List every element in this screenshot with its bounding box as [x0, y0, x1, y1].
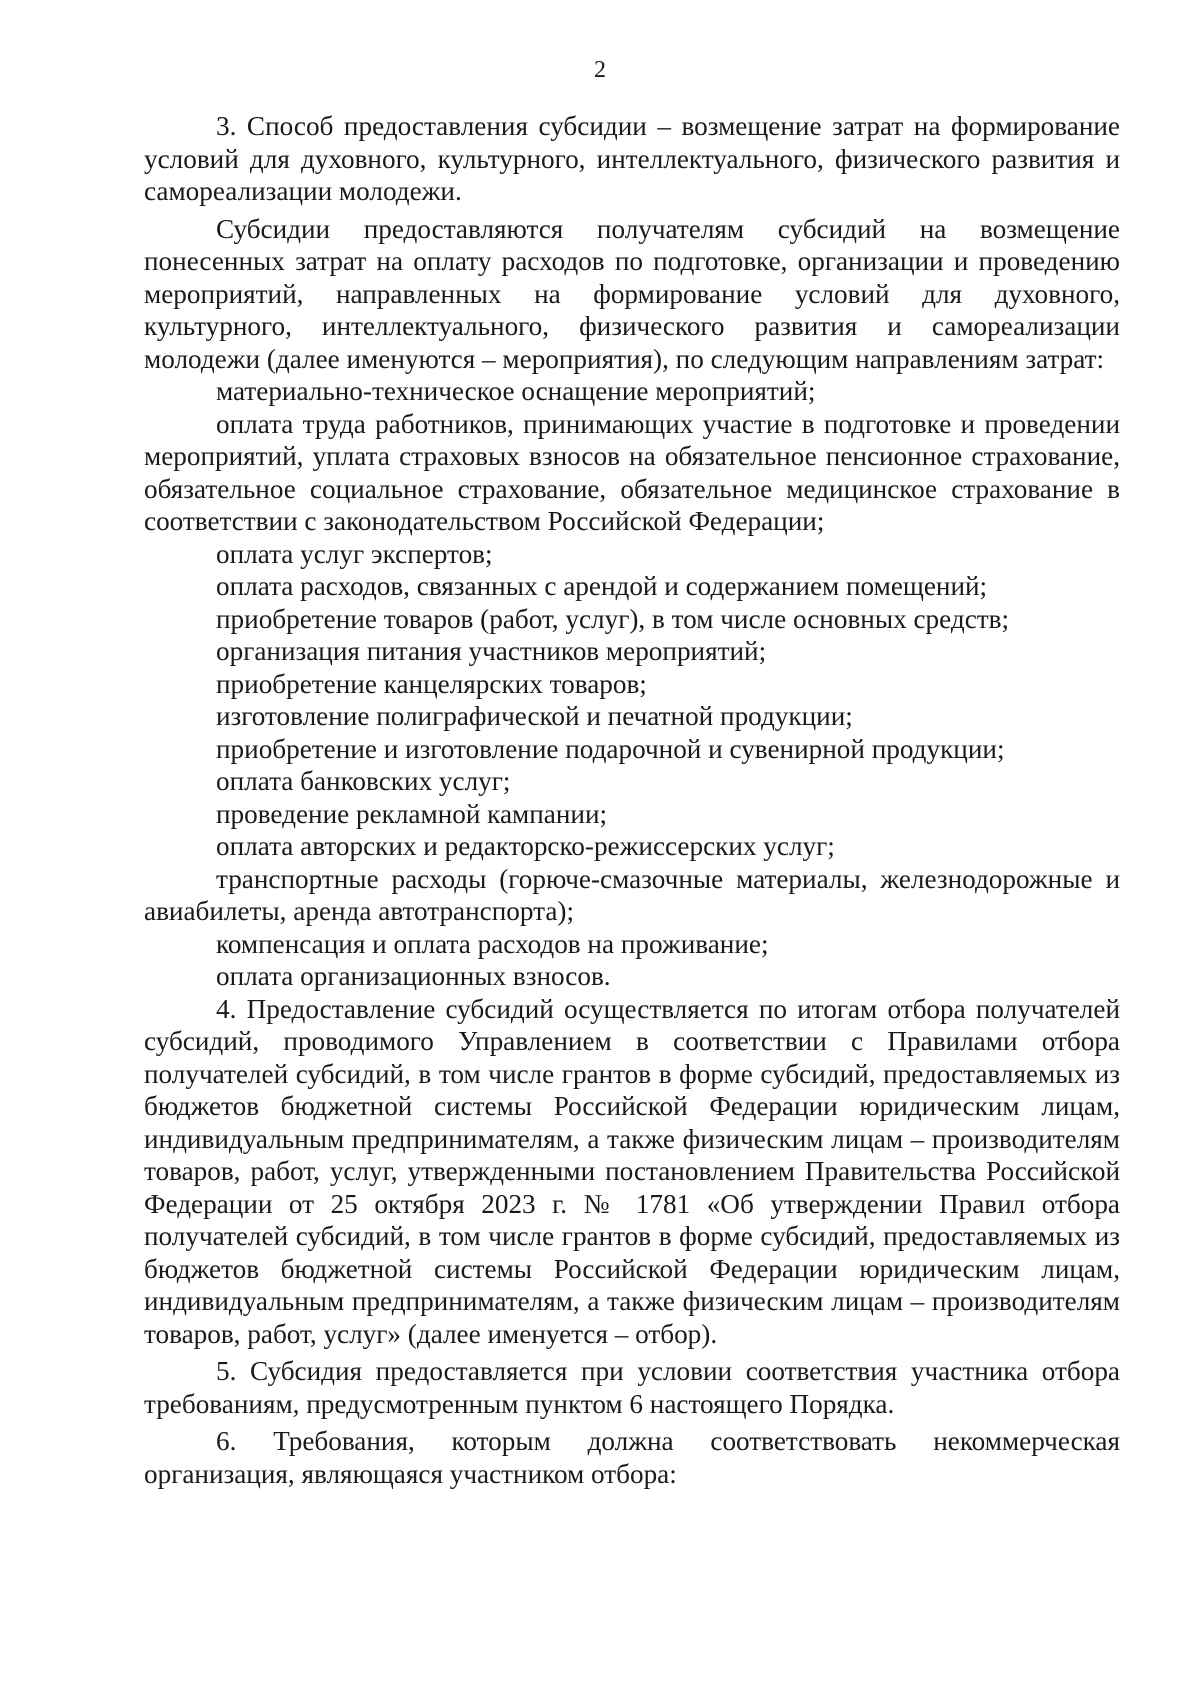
page-number: 2	[594, 57, 606, 83]
paragraph-method: 3. Способ предоставления субсидии – возмещение затрат на формирование условий для духовного, культурного, интеллектуального, физического развития и самореализации молодежи.	[144, 111, 1120, 206]
list-item: изготовление полиграфической и печатной продукции;	[216, 701, 853, 731]
document-body	[144, 110, 1120, 1490]
paragraph-requirements: 6. Требования, которым должна соответствовать некоммерческая организация, являющаяся участником отбора:	[144, 1426, 1120, 1489]
list-item: организация питания участников мероприятий;	[216, 636, 767, 666]
list-item: приобретение товаров (работ, услуг), в том числе основных средств;	[216, 603, 1010, 634]
list-item: оплата услуг экспертов;	[216, 538, 493, 569]
list-item: оплата банковских услуг;	[216, 766, 511, 796]
list-item: оплата труда работников, принимающих участие в подготовке и проведении мероприятий, уплата страховых взносов на обязательное пенсионное страхование, обязательное социальное страхование, обязательное медицинское страхование в соответствии с законодательством Российской Федерации;	[144, 408, 1120, 536]
paragraph-selection: 4. Предоставление субсидий осуществляется по итогам отбора получателей субсидий, проводимого Управлением в соответствии с Правилами отбора получателей субсидий, в том числе грантов в форме субсидий, предоставляемых из бюджетов бюджетной системы Российской Федерации юридическим лицам, индивидуальным предпринимателям, а также физическим лицам – производителям товаров, работ, услуг, утвержденными постановлением Правительства Российской Федерации от 25 октября 2023 г. № 1781 «Об утверждении Правил отбора получателей субсидий, в том числе грантов в форме субсидий, предоставляемых из бюджетов бюджетной системы Российской Федерации юридическим лицам, индивидуальным предпринимателям, а также физическим лицам – производителям товаров, работ, услуг» (далее именуется – отбор).	[144, 993, 1120, 1349]
list-item: транспортные расходы (горюче-смазочные материалы, железнодорожные и авиабилеты, аренда автотранспорта);	[144, 863, 1120, 926]
list-item: приобретение канцелярских товаров;	[216, 668, 647, 699]
list-item: проведение рекламной кампании;	[216, 798, 608, 829]
paragraph-subsidies-intro: Субсидии предоставляются получателям субсидий на возмещение понесенных затрат на оплату расходов по подготовке, организации и проведению мероприятий, направленных на формирование условий для духовного, культурного, интеллектуального, физического развития и самореализации молодежи (далее именуются – мероприятия), по следующим направлениям затрат:	[144, 213, 1120, 374]
list-item: приобретение и изготовление подарочной и сувенирной продукции;	[216, 733, 1005, 764]
list-item: оплата расходов, связанных с арендой и содержанием помещений;	[216, 571, 988, 601]
list-item: оплата авторских и редакторско-режиссерских услуг;	[216, 831, 835, 861]
list-item: компенсация и оплата расходов на проживание;	[216, 928, 769, 959]
list-item: материально-техническое оснащение мероприятий;	[216, 376, 816, 406]
paragraph-condition: 5. Субсидия предоставляется при условии соответствия участника отбора требованиям, предусмотренным пунктом 6 настоящего Порядка.	[144, 1356, 1120, 1419]
list-item: оплата организационных взносов.	[216, 961, 611, 991]
